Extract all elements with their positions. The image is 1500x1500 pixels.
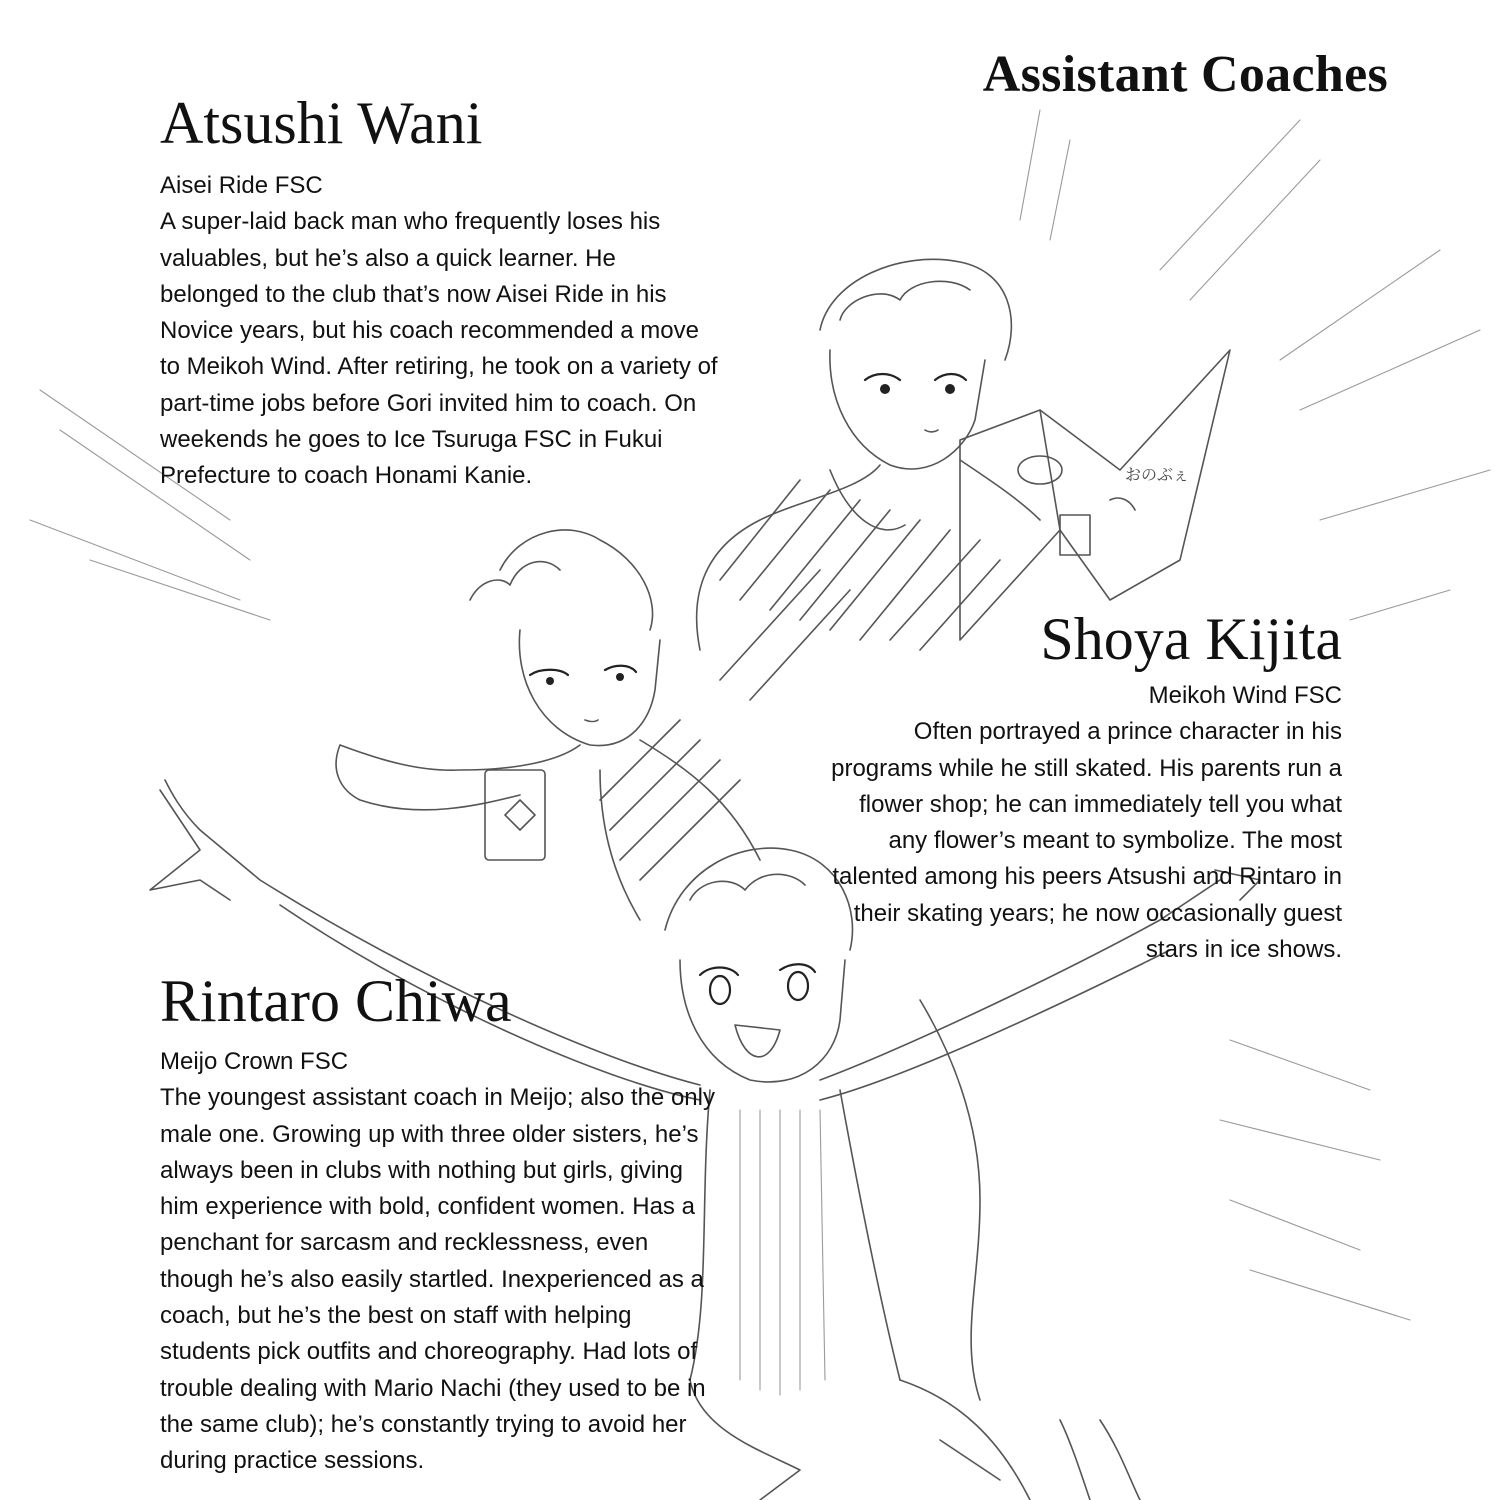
coach-club: Meijo Crown FSC	[160, 1048, 349, 1075]
page-title: Assistant Coaches	[982, 46, 1388, 103]
coach-profile-atsushi	[160, 90, 720, 495]
coach-profile-rintaro	[160, 968, 720, 1480]
coach-club: Aisei Ride FSC	[160, 172, 323, 199]
coach-name: Shoya Kijita	[1040, 606, 1342, 672]
coach-bio: Often portrayed a prince character in his programs while he still skated. His parents run a flower shop; he can immediately tell you what any flower’s meant to symbolize. The most talented among his peers Atsushi and Rintaro in their skating years; he now occasionally guest stars in ice shows.	[831, 718, 1342, 964]
coach-name: Atsushi Wani	[160, 90, 483, 156]
coach-bio: A super-laid back man who frequently loses his valuables, but he’s also a quick learner. He belonged to the club that’s now Aisei Ride in his Novice years, but his coach recommended a move to Meikoh Wind. After retiring, he took on a variety of part-time jobs before Gori invited him to coach. On weekends he goes to Ice Tsuruga FSC in Fukui Prefecture to coach Honami Kanie.	[160, 208, 718, 490]
coach-bio: The youngest assistant coach in Meijo; also the only male one. Growing up with three older sisters, he’s always been in clubs with nothing but girls, giving him experience with bold, confident women. Has a penchant for sarcasm and recklessness, even though he’s also easily startled. Inexperienced as a coach, but he’s the best on staff with helping students pick outfits and choreography. Had lots of trouble dealing with Mario Nachi (they used to be in the same club); he’s constantly trying to avoid her during practice sessions.	[160, 1084, 715, 1475]
brochure-text: おのぶぇ	[1125, 465, 1190, 484]
coach-club: Meikoh Wind FSC	[1148, 682, 1342, 709]
figure-atsushi	[336, 530, 760, 920]
coach-profile-shoya	[822, 606, 1342, 968]
coach-name: Rintaro Chiwa	[160, 968, 512, 1034]
